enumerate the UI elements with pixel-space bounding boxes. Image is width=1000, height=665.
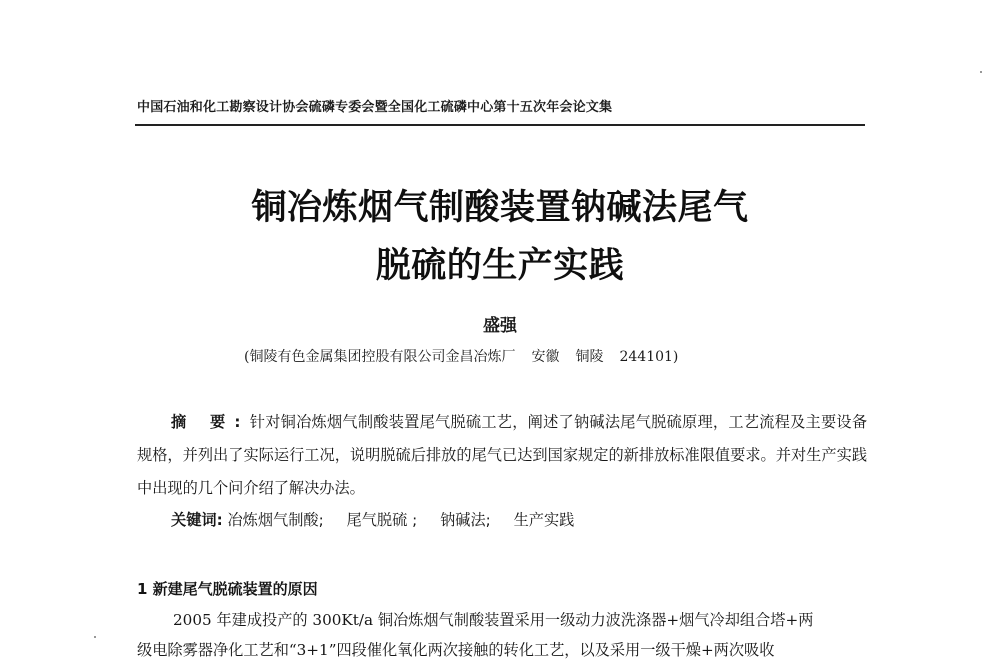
- paper-title-line-1: 铜冶炼烟气制酸装置钠碱法尾气: [251, 187, 749, 228]
- keyword-item: 生产实践: [513, 511, 575, 529]
- abstract: [137, 406, 867, 505]
- running-header: 中国石油和化工勘察设计协会硫磷专委会暨全国化工硫磷中心第十五次年会论文集: [137, 100, 613, 115]
- section-body: [137, 605, 867, 665]
- paper-title-line-2: 脱硫的生产实践: [375, 245, 625, 286]
- scan-speck: [94, 636, 96, 638]
- keyword-item: 冶炼烟气制酸;: [227, 511, 324, 529]
- body-line-2: 级电除雾器净化工艺和“3+1”四段催化氧化两次接触的转化工艺，以及采用一级干燥+两次吸收: [137, 641, 775, 659]
- keywords-label: 关键词:: [171, 511, 223, 529]
- affiliation-province: 安徽: [531, 349, 560, 365]
- keywords: [171, 509, 592, 530]
- affiliation-city: 铜陵: [575, 349, 604, 365]
- section-heading: 1 新建尾气脱硫装置的原因: [137, 580, 318, 598]
- header-rule: [135, 124, 865, 126]
- author-affiliation: [244, 346, 678, 366]
- affiliation-org: (铜陵有色金属集团控股有限公司金昌冶炼厂: [244, 349, 516, 365]
- keyword-item: 尾气脱硫 ;: [346, 511, 418, 529]
- abstract-label: 摘 要:: [171, 413, 250, 431]
- body-line-1: 2005 年建成投产的 300Kt/a 铜冶炼烟气制酸装置采用一级动力波洗涤器+烟气冷却组合塔+两: [173, 611, 814, 629]
- affiliation-postcode: 244101): [619, 349, 679, 365]
- keyword-item: 钠碱法;: [440, 511, 491, 529]
- scan-speck: [980, 71, 982, 73]
- abstract-text: 针对铜冶炼烟气制酸装置尾气脱硫工艺，阐述了钠碱法尾气脱硫原理，工艺流程及主要设备规格，并列出了实际运行工况，说明脱硫后排放的尾气已达到国家规定的新排放标准限值要求。并对生产实践中出现的几个问介绍了解决办法。: [137, 413, 867, 497]
- author-name: 盛强: [483, 316, 517, 336]
